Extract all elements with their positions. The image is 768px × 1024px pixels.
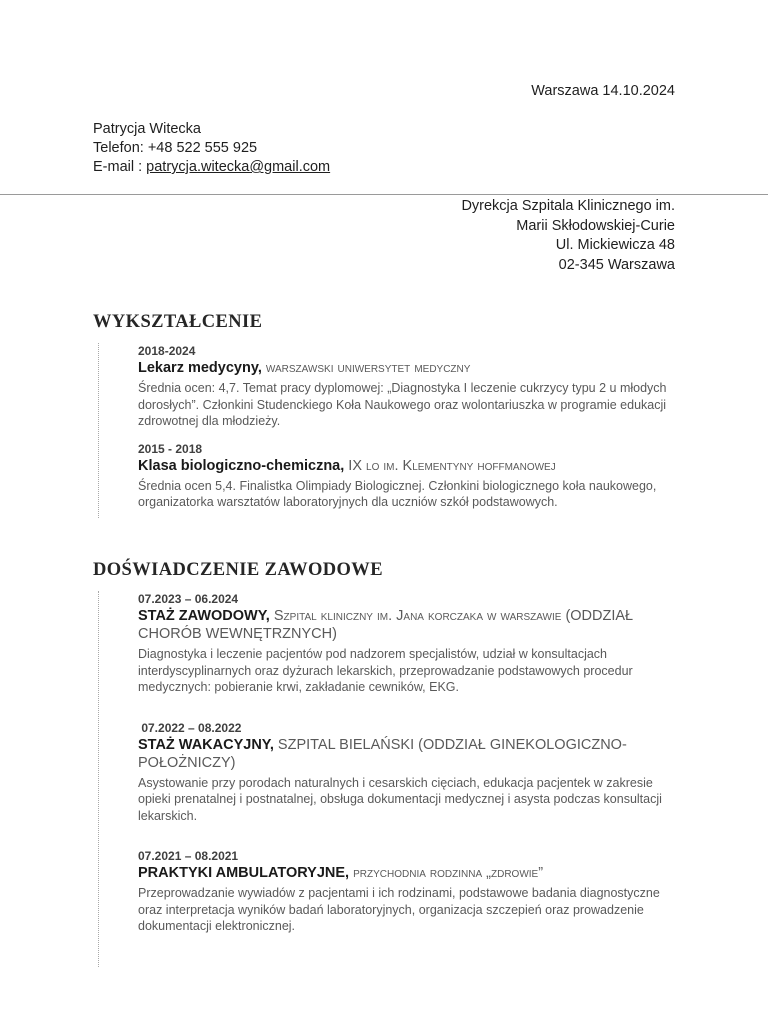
entry-title bbox=[138, 359, 683, 377]
entry-date: 07.2023 – 06.2024 bbox=[138, 592, 239, 606]
entry-institution: SZPITAL BIELAŃSKI (ODDZIAŁ GINEKOLOGICZNO-POŁOŻNICZY) bbox=[138, 736, 627, 771]
entry-institution: IX lo im. Klementyny hoffmanowej bbox=[344, 457, 556, 474]
recipient-line: Dyrekcja Szpitala Klinicznego im. bbox=[461, 198, 675, 214]
experience-entry bbox=[138, 849, 683, 935]
experience-timeline-line bbox=[98, 591, 99, 967]
recipient-address bbox=[461, 197, 675, 275]
header-divider bbox=[0, 194, 768, 195]
entry-date: 2018-2024 bbox=[138, 344, 196, 358]
recipient-line: Ul. Mickiewicza 48 bbox=[555, 237, 675, 253]
experience-list bbox=[138, 592, 683, 935]
email-link[interactable]: patrycja.witecka@gmail.com bbox=[146, 159, 331, 175]
phone-line: Telefon: +48 522 555 925 bbox=[93, 140, 258, 156]
entry-description: Diagnostyka i leczenie pacjentów pod nadzorem specjalistów, udział w konsultacjach interdyscyplinarnych oraz dyżurach lekarskich, przeprowadzanie podstawowych procedur medycznych: pobieranie krwi, zakładanie cewników, EKG. bbox=[138, 647, 633, 694]
entry-description: Średnia ocen: 4,7. Temat pracy dyplomowej: „Diagnostyka I leczenie cukrzycy typu 2 u młodych dorosłych”. Członkini Studenckiego Koła Naukowego oraz wolontariuszka w programie edukacji zdrowotnej dla młodzieży. bbox=[138, 381, 667, 428]
entry-description: Średnia ocen 5,4. Finalistka Olimpiady Biologicznej. Członkini biologicznego koła naukowego, organizatorka warsztatów laboratoryjnych dla uczniów szkół podstawowych. bbox=[138, 478, 657, 509]
education-heading: WYKSZTAŁCENIE bbox=[93, 312, 263, 332]
experience-heading: DOŚWIADCZENIE ZAWODOWE bbox=[93, 560, 383, 580]
education-timeline-line bbox=[98, 343, 99, 518]
entry-title bbox=[138, 864, 683, 882]
recipient-line: 02-345 Warszawa bbox=[558, 256, 675, 273]
entry-title bbox=[138, 736, 683, 772]
experience-entry bbox=[138, 721, 683, 825]
entry-role: Lekarz medycyny, bbox=[138, 360, 262, 376]
entry-role: Klasa biologiczno-chemiczna, bbox=[138, 457, 345, 474]
entry-institution: warszawski uniwersytet medyczny bbox=[261, 360, 471, 376]
entry-institution: Szpital kliniczny im. Jana korczaka w warszawie (ODDZIAŁ CHORÓB WEWNĘTRZNYCH) bbox=[138, 608, 634, 642]
experience-entry bbox=[138, 592, 683, 696]
applicant-name: Patrycja Witecka bbox=[93, 121, 201, 137]
education-entry bbox=[138, 442, 683, 511]
education-list bbox=[138, 344, 683, 511]
letter-date: Warszawa 14.10.2024 bbox=[531, 83, 675, 99]
contact-block bbox=[93, 120, 330, 177]
email-line bbox=[93, 158, 330, 177]
entry-date: 07.2021 – 08.2021 bbox=[138, 849, 239, 863]
entry-role: PRAKTYKI AMBULATORYJNE, bbox=[138, 865, 350, 881]
entry-description: Asystowanie przy porodach naturalnych i cesarskich cięciach, edukacja pacjentek w zakresie opieki prenatalnej i postnatalnej, obsługa dokumentacji medycznej i asysta podczas konsultacji lekarskich. bbox=[138, 775, 662, 823]
email-label: E-mail : bbox=[93, 159, 147, 175]
recipient-line: Marii Skłodowskiej-Curie bbox=[516, 217, 675, 234]
entry-date: 07.2022 – 08.2022 bbox=[138, 720, 242, 735]
entry-title bbox=[138, 607, 683, 643]
entry-institution: przychodnia rodzinna „zdrowie” bbox=[349, 865, 544, 881]
entry-title bbox=[138, 457, 683, 475]
entry-role: STAŻ WAKACYJNY, bbox=[138, 736, 274, 753]
education-entry bbox=[138, 344, 683, 430]
entry-description: Przeprowadzanie wywiadów z pacjentami i ich rodzinami, podstawowe badania diagnostyczne oraz interpretacja wyników badań laboratoryjnych, organizacja szczepień oraz prowadzenie dokumentacji elektronicznej. bbox=[138, 886, 660, 933]
entry-date: 2015 - 2018 bbox=[138, 441, 203, 456]
entry-role: STAŻ ZAWODOWY, bbox=[138, 608, 270, 624]
